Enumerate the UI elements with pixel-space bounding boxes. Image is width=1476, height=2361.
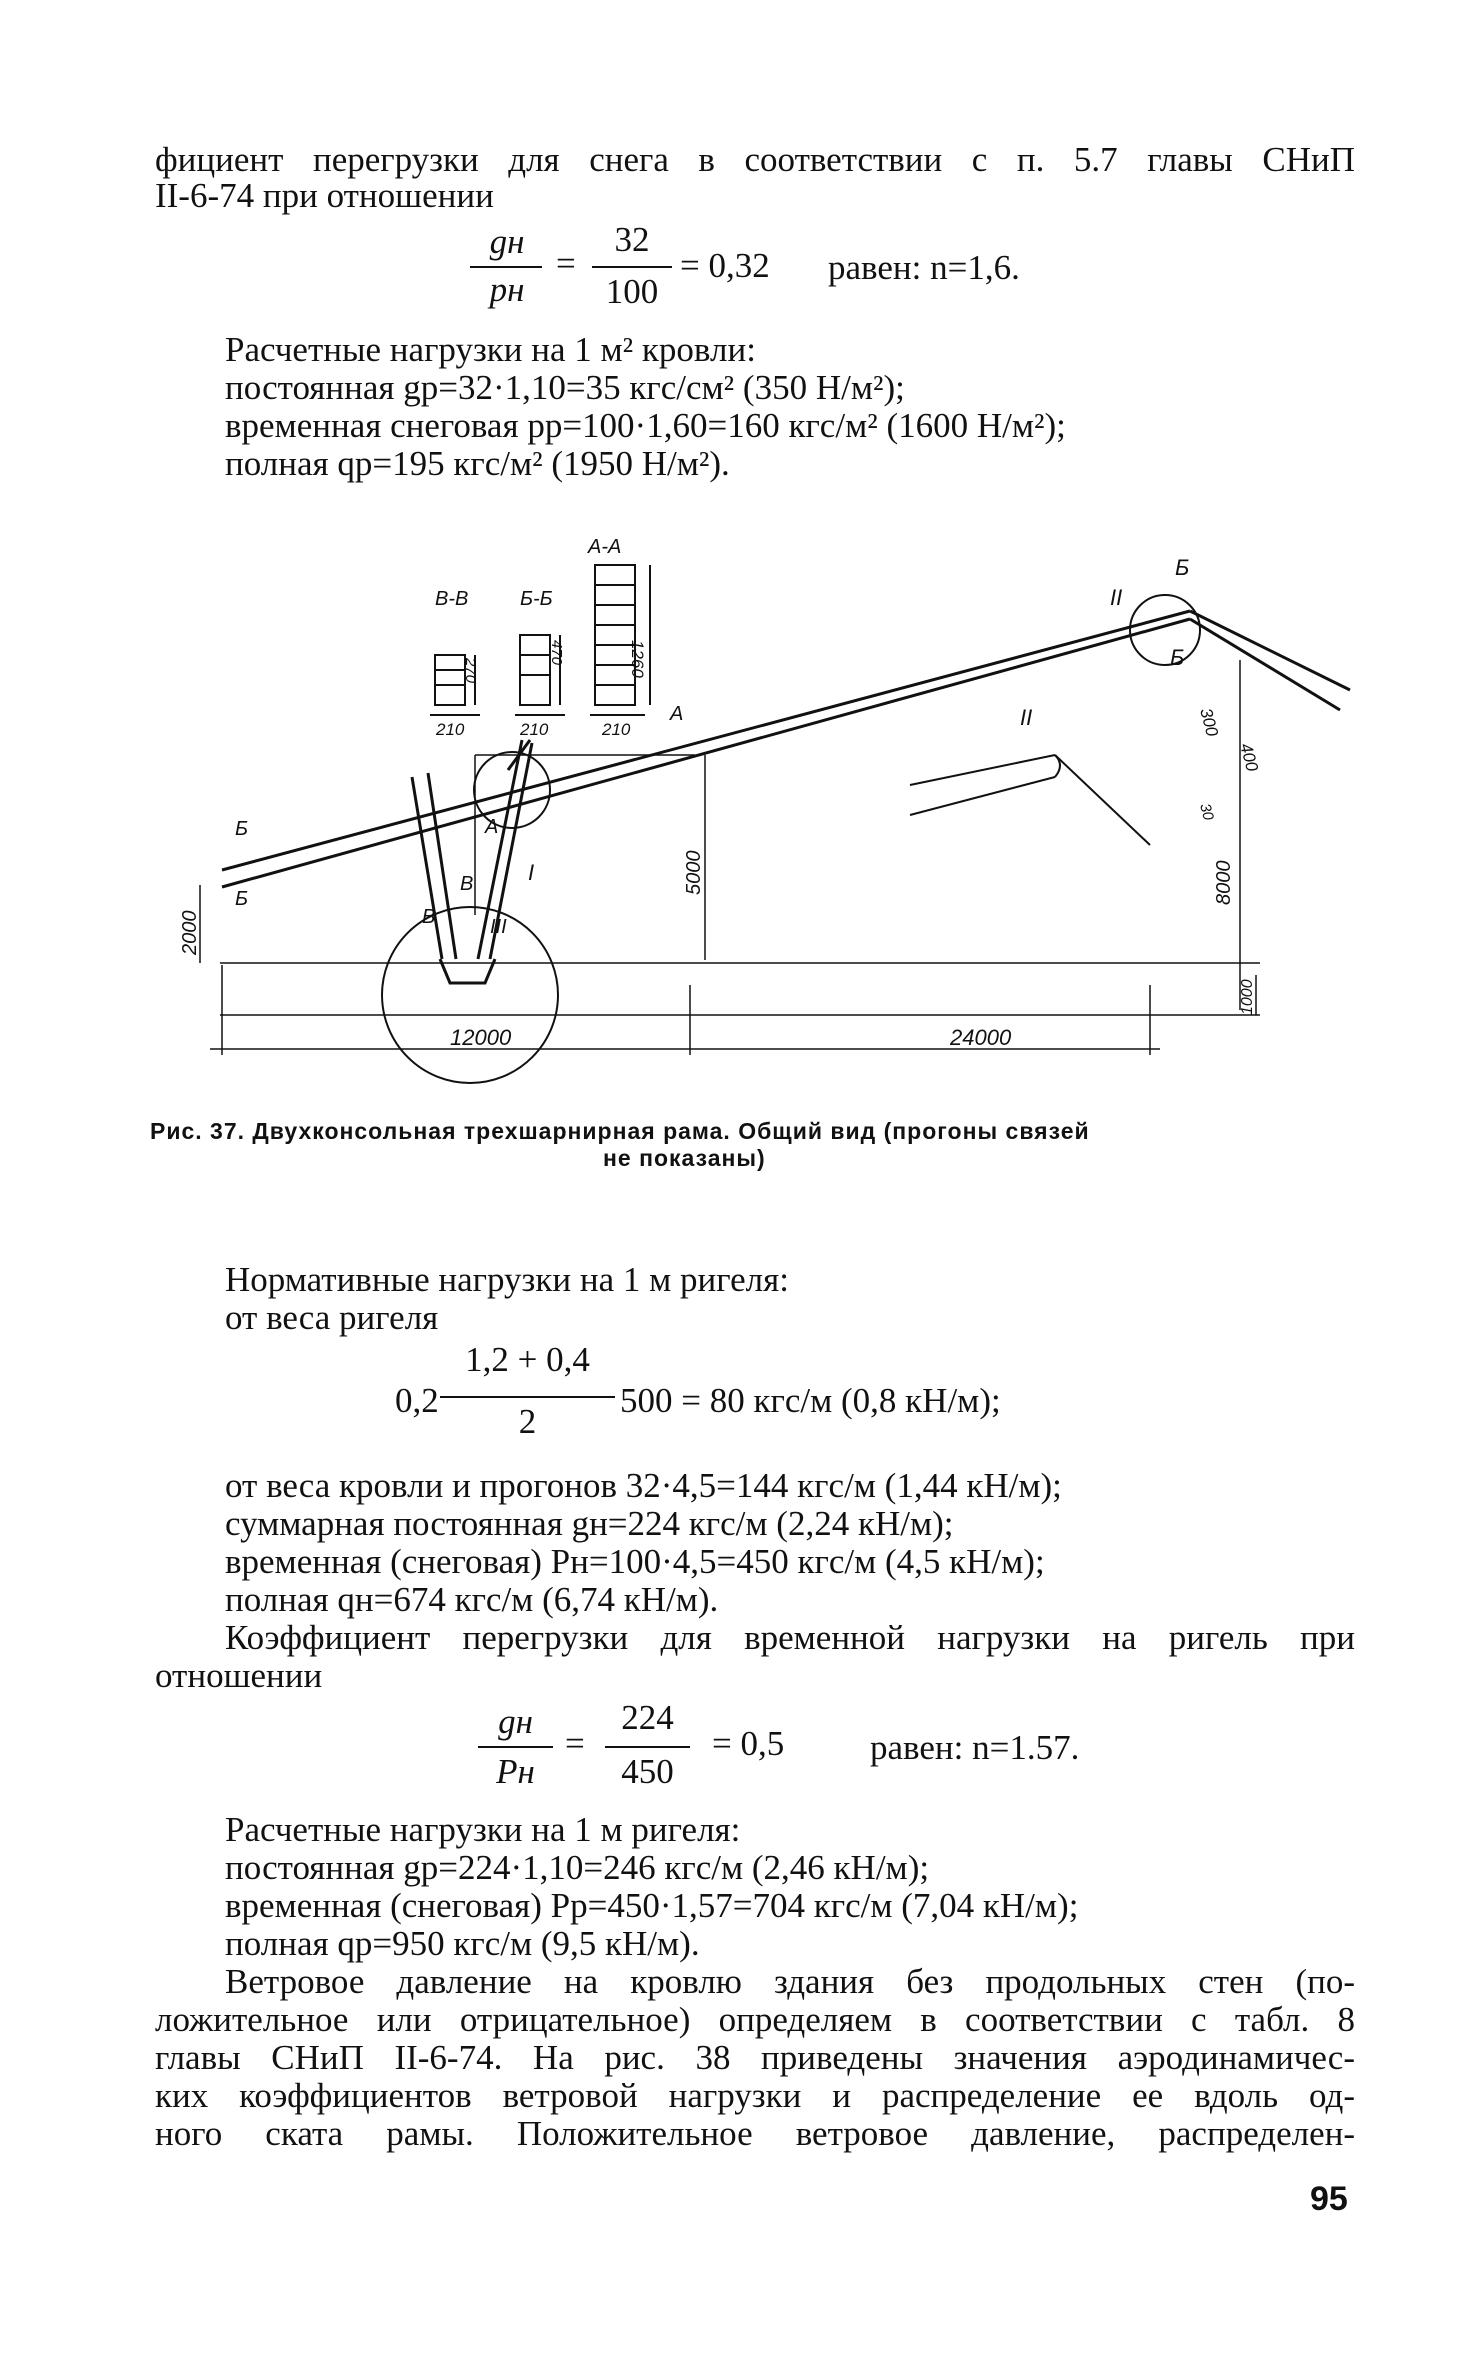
girder-roof-purlins: от веса кровли и прогонов 32·4,5=144 кгс/м (1,44 кН/м); — [225, 1466, 1062, 1505]
formula1-bar-b — [592, 266, 672, 268]
figure-caption-line-1: Рис. 37. Двухконсольная трехшарнирная рама. Общий вид (прогоны связей — [150, 1118, 1090, 1144]
dim-8000: 8000 — [1213, 860, 1235, 905]
columns — [412, 740, 535, 983]
dim-24000: 24000 — [950, 1025, 1012, 1050]
dim-400: 400 — [1236, 741, 1262, 774]
girder-loads-heading: Нормативные нагрузки на 1 м ригеля: — [225, 1260, 789, 1299]
formula2-bar — [440, 1396, 615, 1398]
label-cut-v-1: В — [460, 873, 474, 895]
formula3-num-a: gн — [498, 1702, 533, 1741]
formula1-result: = 0,32 — [680, 246, 770, 285]
wind-line-4: ких коэффициентов ветровой нагрузки и распределение ее вдоль од- — [155, 2076, 1355, 2115]
formula3-result: = 0,5 — [712, 1724, 785, 1763]
dim-h-vv: 270 — [462, 658, 479, 684]
label-cut-a-mid: А — [485, 816, 499, 838]
intro-line-1: фициент перегрузки для снега в соответствии с п. 5.7 главы СНиП — [155, 140, 1355, 179]
dim-w-vv: 210 — [436, 720, 465, 739]
dim-30: 30 — [1196, 801, 1217, 823]
formula3-bar-a — [478, 1746, 553, 1748]
label-cut-a-top: А — [670, 703, 684, 725]
roof-loads-heading: Расчетные нагрузки на 1 м² кровли: — [225, 330, 756, 369]
label-node-3: III — [490, 916, 507, 938]
dim-1000: 1000 — [1239, 979, 1256, 1015]
coef-line-2: отношении — [155, 1656, 323, 1695]
frame-drawing — [150, 515, 1360, 1100]
wind-line-2: ложительное или отрицательное) определяем в соответствии с табл. 8 — [155, 2000, 1355, 2039]
label-section-vv: В-В — [435, 588, 469, 610]
formula3-den-a: Pн — [496, 1752, 535, 1791]
coef-line-1: Коэффициент перегрузки для временной нагрузки на ригель при — [225, 1618, 1355, 1657]
formula2-pre: 0,2 — [395, 1381, 439, 1420]
label-node-1: I — [528, 860, 535, 885]
label-cut-b-mid: Б — [1170, 645, 1185, 670]
girder-sum-permanent: суммарная постоянная gн=224 кгс/м (2,24 кН/м); — [225, 1504, 954, 1543]
node-circle-3 — [382, 907, 558, 1083]
formula1-den-b: 100 — [605, 272, 659, 311]
formula3-tail: равен: n=1.57. — [870, 1728, 1080, 1767]
roof-loads-total: полная qр=195 кгс/м² (1950 Н/м²). — [225, 444, 730, 483]
formula2-post: 500 = 80 кгс/м (0,8 кН/м); — [620, 1381, 1001, 1420]
formula1-bar-a — [470, 266, 542, 268]
dim-w-aa: 210 — [602, 720, 631, 739]
label-cut-b-left-1: Б — [235, 818, 249, 840]
formula1-tail: равен: n=1,6. — [828, 248, 1020, 287]
design-girder-heading: Расчетные нагрузки на 1 м ригеля: — [225, 1810, 741, 1849]
roof-loads-permanent: постоянная gр=32·1,10=35 кгс/см² (350 Н/м²); — [225, 368, 905, 407]
label-section-bb: Б-Б — [520, 588, 553, 610]
dim-h-bb: 470 — [548, 640, 565, 666]
label-section-aa: А-А — [588, 536, 622, 558]
label-cut-b-top: Б — [1175, 555, 1190, 580]
dim-w-bb: 210 — [520, 720, 549, 739]
intro-line-2: II-6-74 при отношении — [155, 176, 494, 215]
formula2-num: 1,2 + 0,4 — [465, 1340, 590, 1379]
formula2-den: 2 — [518, 1402, 537, 1441]
girder-total: полная qн=674 кгс/м (6,74 кН/м). — [225, 1580, 719, 1619]
figure-caption-line-2: не показаны) — [603, 1145, 766, 1171]
design-girder-permanent: постоянная gр=224·1,10=246 кгс/м (2,46 кН/м); — [225, 1848, 930, 1887]
label-node-2: II — [1110, 585, 1123, 610]
formula3-den-b: 450 — [621, 1752, 674, 1791]
label-detail-2: II — [1020, 705, 1033, 730]
dim-5000: 5000 — [683, 850, 705, 895]
formula1-num-a: gн — [489, 222, 525, 261]
formula1-num-b: 32 — [614, 220, 650, 259]
page-number: 95 — [1310, 2180, 1348, 2218]
formula1-den-a: pн — [489, 270, 525, 309]
node-circle-2 — [1130, 595, 1200, 665]
label-cut-b-left-2: Б — [235, 888, 249, 910]
label-cut-v-2: В — [422, 906, 436, 928]
girder-own-weight: от веса ригеля — [225, 1298, 439, 1337]
roof-loads-snow: временная снеговая pр=100·1,60=160 кгс/м² (1600 Н/м²); — [225, 406, 1066, 445]
dimension-lines — [200, 660, 1260, 1055]
wind-line-5: ного ската рамы. Положительное ветровое давление, распределен- — [155, 2114, 1355, 2153]
wind-line-1: Ветровое давление на кровлю здания без продольных стен (по- — [225, 1962, 1355, 2001]
girder-temp-snow: временная (снеговая) Pн=100·4,5=450 кгс/м (4,5 кН/м); — [225, 1542, 1045, 1581]
dim-h-aa: 1260 — [628, 640, 647, 678]
dim-300: 300 — [1196, 706, 1222, 739]
formula3-num-b: 224 — [621, 1698, 674, 1737]
dim-2000: 2000 — [179, 910, 201, 955]
design-girder-total: полная qр=950 кгс/м (9,5 кН/м). — [225, 1924, 700, 1963]
design-girder-temp: временная (снеговая) Pр=450·1,57=704 кгс/м (7,04 кН/м); — [225, 1886, 1079, 1925]
formula3-bar-b — [605, 1746, 690, 1748]
wind-line-3: главы СНиП II-6-74. На рис. 38 приведены значения аэродинамичес- — [155, 2038, 1355, 2077]
detail-2-sketch — [910, 755, 1150, 845]
dim-12000: 12000 — [450, 1025, 512, 1050]
